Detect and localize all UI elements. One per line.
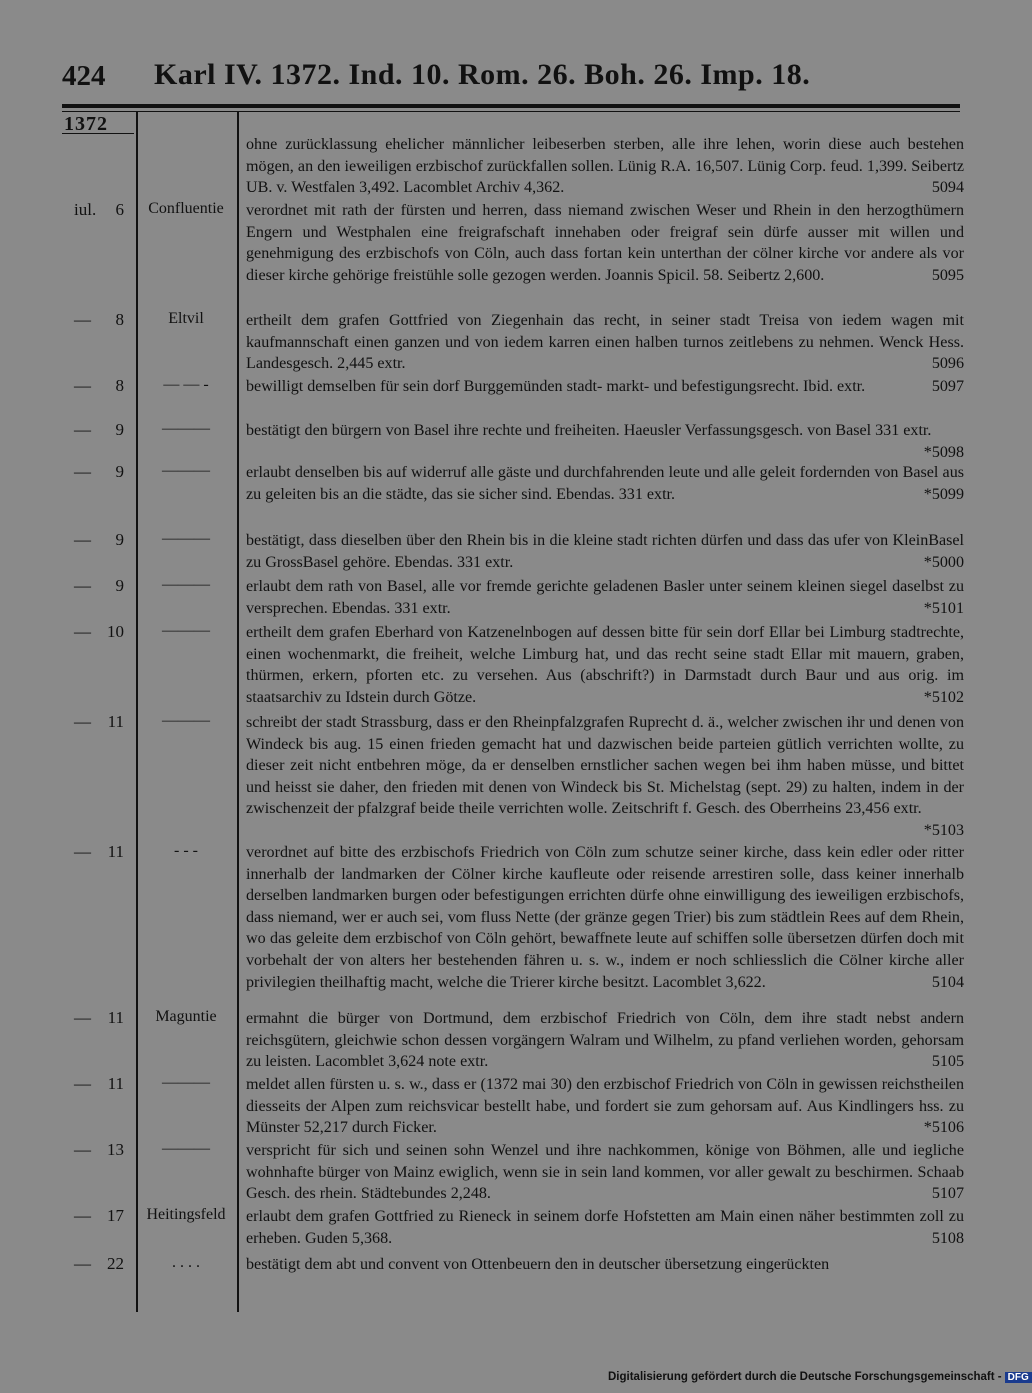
funding-text: Digitalisierung gefördert durch die Deutsche Forschungsgemeinschaft - xyxy=(608,1371,1002,1383)
entry-text xyxy=(246,1008,964,1073)
entry-number: 5097 xyxy=(931,378,964,395)
entry-place: ——— xyxy=(162,420,210,437)
entry-number: 5108 xyxy=(931,1229,964,1247)
header-rule-thin xyxy=(62,111,960,112)
entry-number: *5101 xyxy=(923,599,964,617)
entry-place: - - - xyxy=(174,842,198,859)
entry-body: verordnet auf bitte des erzbischofs Friedrich von Cöln zum schutze seiner kirche, dass kein edler oder ritter innerhalb der landmarken der Cölner kirche kaufleute oder reisende arrestiren solle, dass keiner innerhalb derselben landmarken burgen oder befestigungen errichten dürfe ohne einwilligung des ieweiligen erzbischofs, dass niemand, wer er auch sei, vom fluss Nette (der gränze gegen Trier) bis zum städtlein Rees auf dem Rhein, wo das geleite dem erzbischof von Cöln gehört, bewaffnete leute auf schiffen solle übersetzen dürfen doch mit vorbehalt der von alters her bestehenden fähren u. s. w., indem er noch schliesslich die Cölner kirche aller privilegien theilhaftig macht, welche die Trierer kirche besitzt. Lacomblet 3,622. xyxy=(246,844,964,991)
entry-month: — xyxy=(74,622,91,641)
entry-place: ——— xyxy=(162,712,210,729)
entry-month: — xyxy=(74,842,91,861)
entry-day: 11 xyxy=(107,1074,124,1093)
entry-place: ——— xyxy=(162,1140,210,1157)
entry-text xyxy=(246,200,964,286)
entry-place: ——— xyxy=(162,1074,210,1091)
entry-number: *5102 xyxy=(923,688,964,706)
entry-place: ——— xyxy=(162,462,210,479)
entry-body: ohne zurücklassung ehelicher männlicher leibeserben sterben, alle ihre lehen, worin diese auch bestehen mögen, an den ieweiligen erzbischof zurückfallen sollen. Lünig R.A. 16,507. Lünig Corp. feud. 1,399. Seibertz UB. v. Westfalen 3,492. Lacomblet Archiv 4,362. xyxy=(246,136,964,197)
entry-day: 11 xyxy=(107,842,124,861)
entry-body: bewilligt demselben für sein dorf Burggemünden stadt- markt- und befestigungsrecht. Ibid. extr. xyxy=(246,378,866,395)
entry-month: — xyxy=(74,310,91,329)
entry-place: ——— xyxy=(162,530,210,547)
entry-number: *5098 xyxy=(923,443,964,461)
entry-body: bestätigt, dass dieselben über den Rhein bis in die kleine stadt richten dürfen und dass das ufer von KleinBasel zu GrossBasel gehöre. Ebendas. 331 extr. xyxy=(246,532,964,571)
entry-body: erlaubt dem grafen Gottfried zu Rieneck in seinem dorfe Hofstetten am Main einen näher bestimmten zoll zu erheben. Guden 5,368. xyxy=(246,1208,964,1247)
entry-number: 5105 xyxy=(931,1053,964,1071)
entry-text xyxy=(246,376,964,398)
entry-text xyxy=(246,622,964,708)
entry-month: — xyxy=(74,712,91,731)
entry-place: Heitingsfeld xyxy=(146,1206,226,1223)
funding-note xyxy=(608,1371,1032,1383)
entry-month: — xyxy=(74,1254,91,1273)
entry-day: 8 xyxy=(115,310,124,329)
entry-number: *5106 xyxy=(923,1119,964,1137)
entry-text xyxy=(246,134,964,199)
entry-place: — — - xyxy=(163,376,209,393)
entry-number: 5104 xyxy=(931,973,964,991)
entry-number: 5096 xyxy=(931,355,964,373)
entry-day: 22 xyxy=(107,1254,124,1273)
entry-place: ——— xyxy=(162,576,210,593)
entry-place: ——— xyxy=(162,622,210,639)
entry-body: erlaubt denselben bis auf widerruf alle gäste und durchfahrenden leute und alle geleit fordernden von Basel aus zu geleiten bis an die städte, das sie sicher sind. Ebendas. 331 extr. xyxy=(246,464,964,503)
entry-day: 6 xyxy=(115,200,124,219)
entry-text xyxy=(246,310,964,375)
entry-day: 9 xyxy=(115,576,124,595)
entry-place: Eltvil xyxy=(168,310,204,327)
page-header xyxy=(62,58,962,100)
entry-place: . . . . xyxy=(172,1254,200,1271)
entry-body: ermahnt die bürger von Dortmund, dem erzbischof Friedrich von Cöln, dem ihre stadt nebst andern reichsgütern, gleichwie schon dessen vorgängern Walram und Wilhelm, zu pfand verliehen worden, gehorsam zu leisten. Lacomblet 3,624 note extr. xyxy=(246,1010,964,1071)
entry-number: 5094 xyxy=(931,179,964,197)
page-number: 424 xyxy=(62,60,106,92)
entry-day: 13 xyxy=(107,1140,124,1159)
entry-text xyxy=(246,462,964,505)
entry-text xyxy=(246,530,964,573)
entry-text xyxy=(246,842,964,993)
dfg-logo: DFG xyxy=(1005,1372,1032,1383)
entry-day: 10 xyxy=(107,622,124,641)
entry-body: bestätigt den bürgern von Basel ihre rechte und freiheiten. Haeusler Verfassungsgesch. von Basel 331 extr. xyxy=(246,422,932,439)
entry-month: — xyxy=(74,576,91,595)
entry-body: verspricht für sich und seinen sohn Wenzel und ihre nachkommen, könige von Böhmen, alle und iegliche wohnhafte bürger von Mainz ewiglich, wenn sie in sein land kommen, vor aller gewalt zu beschirmen. Schaab Gesch. des rhein. Städtebundes 2,248. xyxy=(246,1142,964,1203)
entry-month: — xyxy=(74,530,91,549)
entry-month: — xyxy=(74,1074,91,1093)
entry-text xyxy=(246,1254,964,1276)
entry-body: meldet allen fürsten u. s. w., dass er (1372 mai 30) den erzbischof Friedrich von Cöln in gewissen reichstheilen diesseits der Alpen zum reichsvicar bestellt habe, und fordert sie zum gehorsam auf. Aus Kindlingers hss. zu Münster 52,217 durch Ficker. xyxy=(246,1076,964,1137)
entry-body: bestätigt dem abt und convent von Ottenbeuern den in deutscher übersetzung eingerückten xyxy=(246,1256,830,1273)
entry-number: 5095 xyxy=(931,266,964,284)
entry-day: 11 xyxy=(107,1008,124,1027)
entry-body: erlaubt dem rath von Basel, alle vor fremde gerichte geladenen Basler unter seinem kleinen siegel daselbst zu versprechen. Ebendas. 331 extr. xyxy=(246,578,964,617)
entry-day: 8 xyxy=(115,376,124,395)
entry-month: iul. xyxy=(74,200,97,219)
entry-month: — xyxy=(74,420,91,439)
entry-day: 11 xyxy=(107,712,124,731)
entry-day: 9 xyxy=(115,420,124,439)
entry-body: ertheilt dem grafen Eberhard von Katzenelnbogen auf dessen bitte für sein dorf Ellar bei Limburg stadtrechte, einen wochenmarkt, die freiheit, welche Limburg hat, und das recht seine stadt Ellar mit mauern, graben, thürmen, erkern, pforten etc. zu versehen. Aus (abschrift?) in Darmstadt durch Baur und aus orig. im staatsarchiv zu Idstein durch Götze. xyxy=(246,624,964,706)
entry-text xyxy=(246,1074,964,1139)
entry-text xyxy=(246,576,964,619)
entry-month: — xyxy=(74,1206,91,1225)
entry-month: — xyxy=(74,462,91,481)
entry-number: 5107 xyxy=(931,1185,964,1203)
entry-body: schreibt der stadt Strassburg, dass er den Rheinpfalzgrafen Ruprecht d. ä., welcher zwischen ihr und denen von Windeck bis aug. 15 einen frieden gemacht hat und dazwischen beide parteien gütlich verrichten wollte, zu dieser zeit nicht entbehren möge, da er denselben ernstlicher sachen wegen bei ihm haben müsse, und bittet und heisst sie daher, den frieden mit denen von Windeck bis St. Michelstag (sept. 29) zu halten, indem in der zwischenzeit der pfalzgraf beide theile verrichten wolle. Zeitschrift f. Gesch. des Oberrheins 23,456 extr. xyxy=(246,714,964,818)
entry-day: 9 xyxy=(115,462,124,481)
entry-number: *5000 xyxy=(923,553,964,571)
entry-text xyxy=(246,1140,964,1205)
entry-month: — xyxy=(74,1008,91,1027)
entry-number: *5099 xyxy=(923,485,964,503)
year-label: 1372 xyxy=(64,113,108,135)
entry-text xyxy=(246,712,964,842)
entry-day: 17 xyxy=(107,1206,124,1225)
entry-place: Maguntie xyxy=(155,1008,217,1025)
entry-place: Confluentie xyxy=(148,200,224,217)
entry-text xyxy=(246,420,964,463)
entry-body: ertheilt dem grafen Gottfried von Ziegenhain das recht, in seiner stadt Treisa von iedem wagen mit kaufmannschaft einen ganzen und von iedem karren einen halben turnos zeitlebens zu nehmen. Wenck Hess. Landesgesch. 2,445 extr. xyxy=(246,312,964,373)
entry-day: 9 xyxy=(115,530,124,549)
column-divider-right xyxy=(237,112,239,1312)
entry-month: — xyxy=(74,376,91,395)
running-title: Karl IV. 1372. Ind. 10. Rom. 26. Boh. 26. Imp. 18. xyxy=(154,58,811,91)
header-rule-thick xyxy=(62,104,960,108)
entry-text xyxy=(246,1206,964,1249)
entry-number: *5103 xyxy=(923,821,964,839)
entry-month: — xyxy=(74,1140,91,1159)
entry-body: verordnet mit rath der fürsten und herren, dass niemand zwischen Weser und Rhein in den herzogthümern Engern und Westphalen eine freigrafschaft innehaben oder freigraf sein dürfe ausser mit willen und genehmigung des erzbischofs von Cöln, auch dass fortan kein unterthan der cölner kirche vor andere als vor dieser kirche gehörige freistühle solle gezogen werden. Joannis Spicil. 58. Seibertz 2,600. xyxy=(246,202,964,284)
